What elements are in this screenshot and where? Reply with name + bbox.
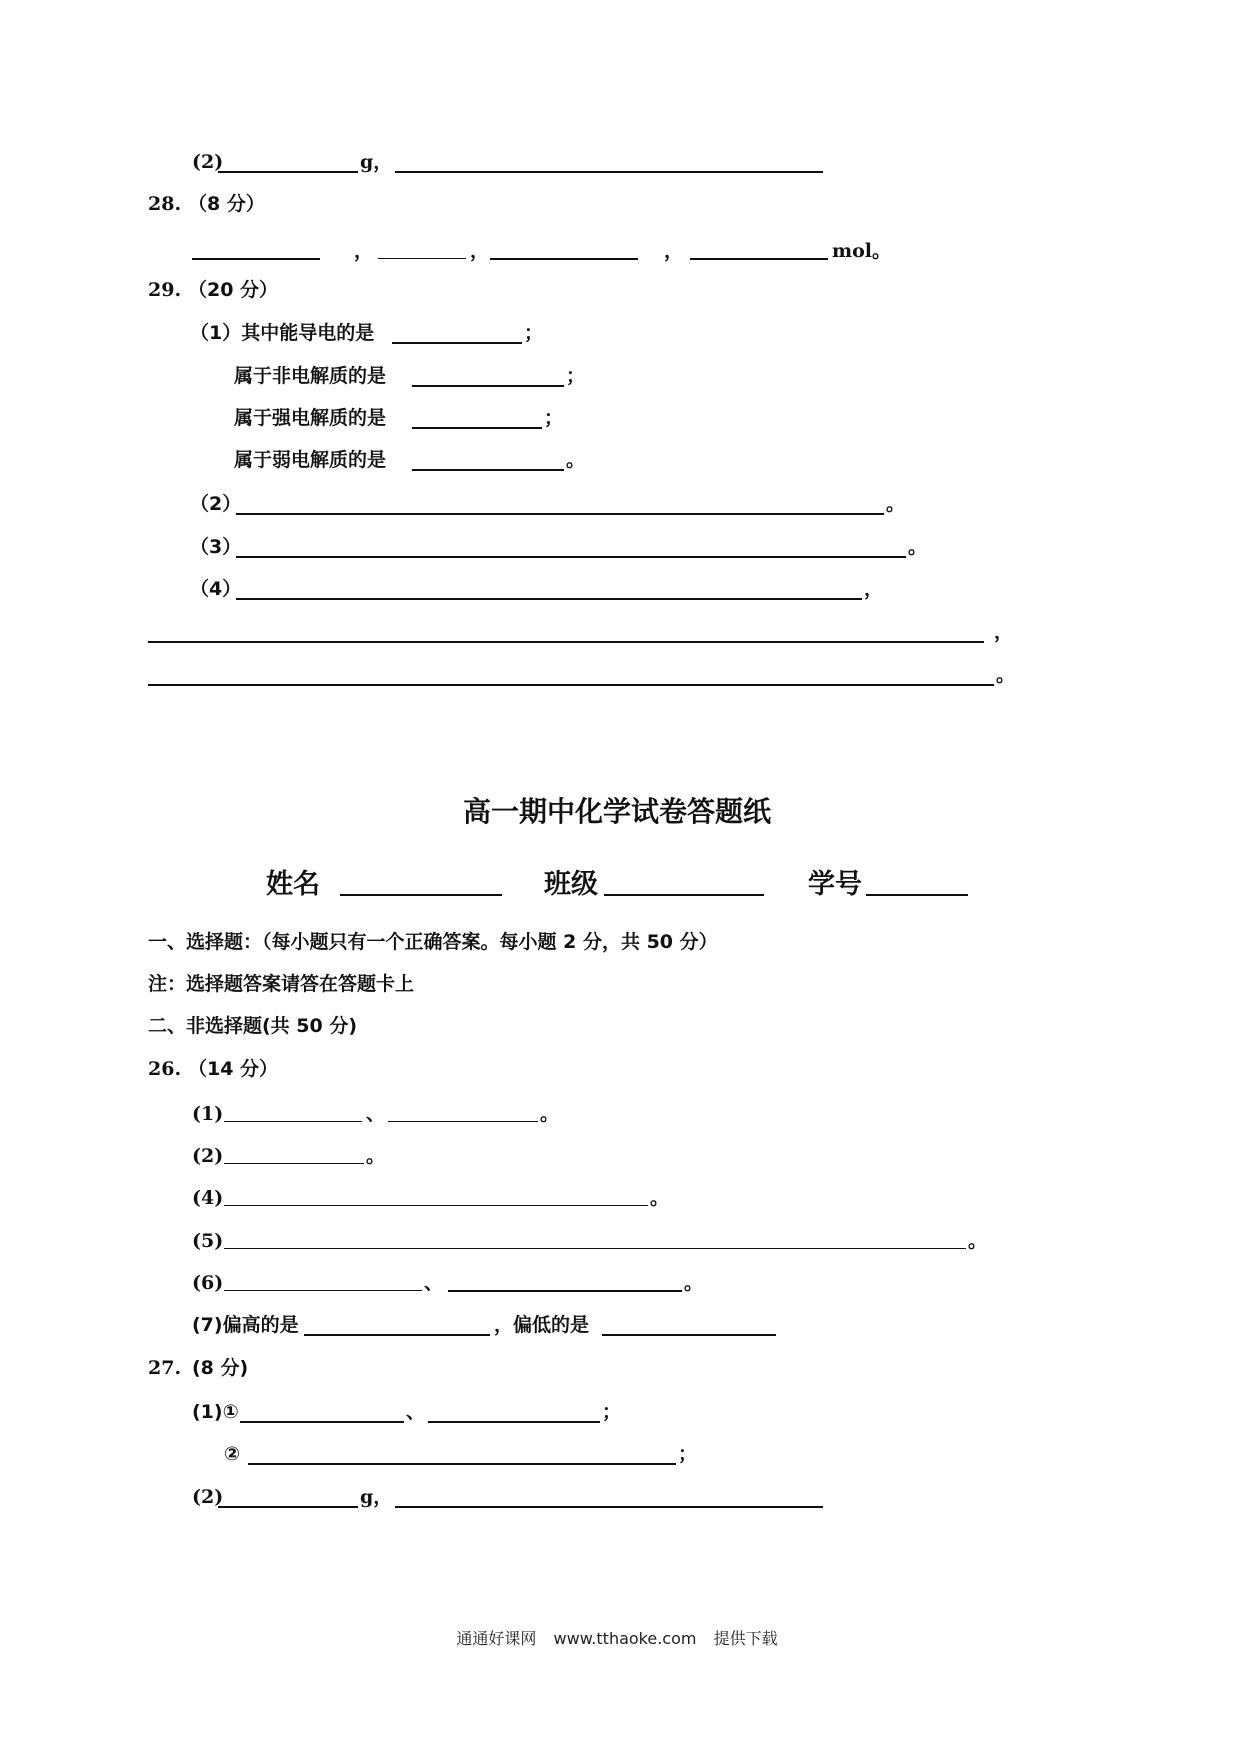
q27-1-blank-2[interactable] [428, 1421, 600, 1423]
q29-1c-blank[interactable] [412, 427, 542, 429]
q27-2-label-sheet: (2) [192, 1486, 224, 1508]
footer-url[interactable]: www.tthaoke.com [553, 1629, 697, 1648]
q28-number: 28. [148, 193, 182, 215]
id-label: 学号 [808, 869, 862, 900]
q26-number: 26. [148, 1058, 182, 1080]
q27-1-label: (1)① [192, 1401, 239, 1423]
q27-1-blank-1[interactable] [240, 1421, 404, 1423]
q28-blank-2[interactable] [378, 258, 466, 259]
q29-2-end: 。 [886, 493, 906, 515]
footer-site: 通通好课网 [456, 1629, 537, 1648]
q28-blank-4[interactable] [690, 258, 828, 260]
q26-1-blank-2[interactable] [388, 1121, 538, 1122]
q27-1-end: ； [602, 1401, 622, 1423]
q26-6-sep: 、 [424, 1272, 444, 1294]
name-field[interactable] [340, 894, 502, 896]
q26-2-end: 。 [366, 1145, 386, 1167]
q28-score: （8 分） [188, 193, 265, 215]
q27-score: (8 分) [192, 1357, 249, 1379]
section-choice-heading: 一、选择题：（每小题只有一个正确答案。每小题 2 分，共 50 分） [148, 931, 718, 953]
q26-1-sep: 、 [366, 1103, 386, 1125]
q26-5-blank[interactable] [224, 1248, 966, 1249]
q26-2-label: (2) [192, 1145, 224, 1167]
q29-2-blank[interactable] [236, 513, 884, 515]
q29-2-label: （2） [190, 493, 242, 515]
class-label: 班级 [544, 869, 598, 900]
q27-1b-blank[interactable] [248, 1463, 676, 1465]
q26-7-mid: ，偏低的是 [494, 1314, 590, 1336]
q29-1c-label: 属于强电解质的是 [234, 407, 387, 429]
q27-2-unit: g， [360, 151, 393, 173]
q29-1-end: ； [524, 322, 544, 344]
q29-3-blank[interactable] [236, 556, 906, 558]
q29-1b-blank[interactable] [412, 385, 564, 387]
q26-4-label: (4) [192, 1187, 224, 1209]
q29-1-label: （1）其中能导电的是 [190, 322, 375, 344]
q26-5-label: (5) [192, 1230, 224, 1252]
q26-1-end: 。 [540, 1103, 560, 1125]
q29-score: （20 分） [188, 279, 279, 301]
choice-note: 注：选择题答案请答在答题卡上 [148, 973, 415, 995]
q26-7-label: (7)偏高的是 [192, 1314, 299, 1336]
q27-number: 27. [148, 1357, 182, 1379]
q27-2-unit-sheet: g， [360, 1486, 393, 1508]
q29-1b-end: ； [566, 365, 586, 387]
q29-1d-end: 。 [566, 449, 586, 471]
q28-sep-2: ， [470, 240, 490, 262]
q26-6-blank-1[interactable] [224, 1290, 422, 1291]
q28-unit: mol。 [832, 240, 891, 262]
q27-2-sheet-blank-2[interactable] [395, 1506, 823, 1508]
class-field[interactable] [604, 894, 764, 896]
q26-7-blank-2[interactable] [602, 1334, 776, 1336]
q28-blank-3[interactable] [490, 258, 638, 260]
id-field[interactable] [866, 894, 968, 896]
section-nonchoice-heading: 二、非选择题(共 50 分) [148, 1015, 358, 1037]
q26-7-blank-1[interactable] [304, 1334, 490, 1336]
q29-1c-end: ； [544, 407, 564, 429]
q26-2-blank[interactable] [224, 1163, 364, 1164]
q27-2-blank-2[interactable] [395, 171, 823, 173]
q29-1b-label: 属于非电解质的是 [234, 365, 387, 387]
q29-4-cont2-end: 。 [996, 664, 1016, 686]
q28-sep-1: ， [354, 240, 374, 262]
q26-score: （14 分） [188, 1058, 279, 1080]
q29-4-blank-2[interactable] [148, 641, 984, 643]
q28-blank-1[interactable] [192, 258, 320, 260]
q26-1-label: (1) [192, 1103, 224, 1125]
q29-1d-label: 属于弱电解质的是 [234, 449, 387, 471]
q26-1-blank-1[interactable] [224, 1121, 362, 1122]
q27-2-label: (2) [192, 151, 224, 173]
q27-2-sheet-blank-1[interactable] [218, 1506, 358, 1508]
q26-6-label: (6) [192, 1272, 224, 1294]
q29-1-blank[interactable] [392, 342, 522, 344]
q26-4-end: 。 [650, 1187, 670, 1209]
q29-1d-blank[interactable] [412, 469, 564, 471]
q29-number: 29. [148, 279, 182, 301]
q26-5-end: 。 [968, 1230, 988, 1252]
q27-1b-label: ② [224, 1443, 241, 1465]
footer-tail: 提供下载 [713, 1629, 778, 1648]
q26-4-blank[interactable] [224, 1205, 648, 1206]
q29-4-end: ， [864, 578, 884, 600]
q26-6-blank-2[interactable] [448, 1290, 682, 1292]
footer [0, 1626, 1234, 1649]
name-label: 姓名 [266, 869, 320, 900]
q27-2-blank-1[interactable] [218, 171, 358, 173]
q29-3-label: （3） [190, 536, 242, 558]
q29-3-end: 。 [908, 536, 928, 558]
q29-4-label: （4） [190, 578, 242, 600]
sheet-title: 高一期中化学试卷答题纸 [462, 795, 771, 828]
q29-4-cont1-end: ， [994, 621, 1014, 643]
q29-4-blank[interactable] [236, 598, 862, 600]
q28-sep-3: ， [664, 240, 684, 262]
q26-6-end: 。 [684, 1272, 704, 1294]
q27-1b-end: ； [678, 1443, 698, 1465]
q29-4-blank-3[interactable] [148, 684, 994, 686]
q27-1-sep: 、 [406, 1401, 426, 1423]
